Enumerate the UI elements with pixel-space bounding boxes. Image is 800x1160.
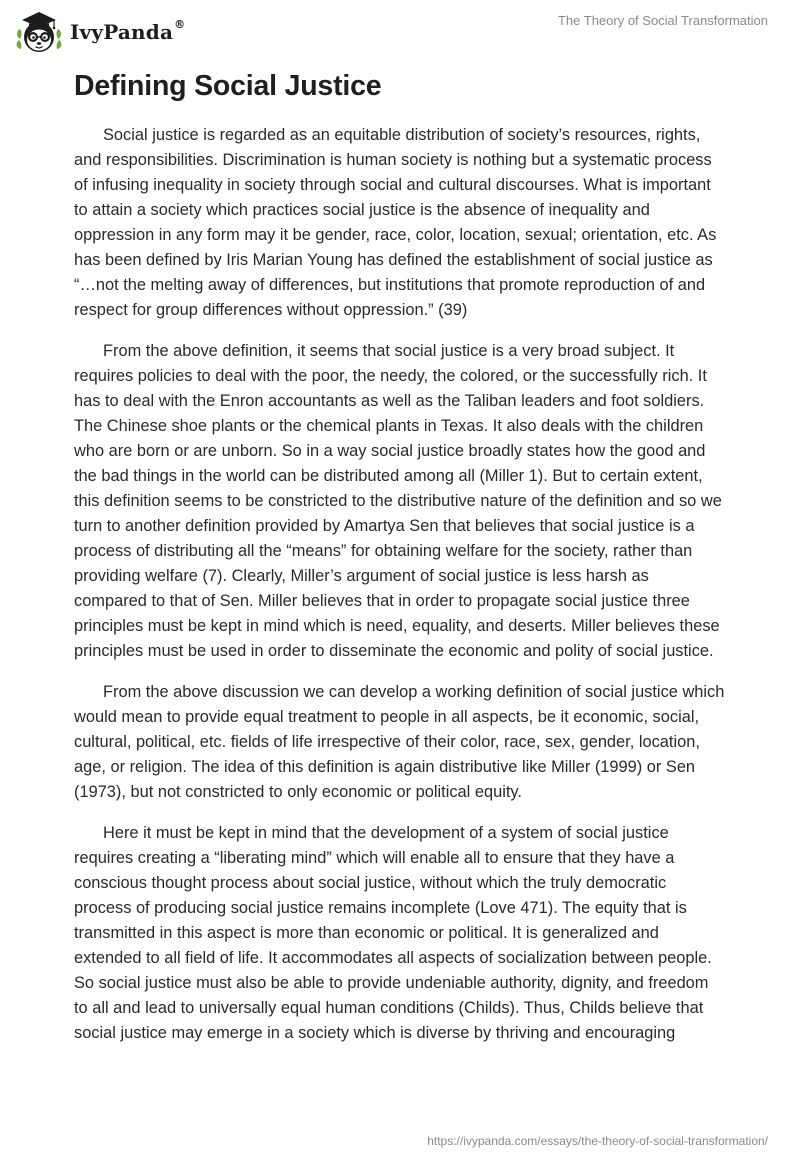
article-body — [74, 70, 726, 1062]
panda-graduation-cap-icon — [14, 7, 64, 57]
paragraph-3: From the above discussion we can develop a working definition of social justice which would mean to provide equal treatment to people in all aspects, be it economic, social, cultural, political, etc. fields of life irrespective of their color, race, sex, gender, location, age, or religion. The idea of this definition is again distributive like Miller (1999) or Sen (1973), but not constricted to only economic or political equity. — [74, 683, 725, 801]
ivypanda-logo[interactable] — [14, 7, 185, 57]
paragraph-1: Social justice is regarded as an equitable distribution of society’s resources, rights, and responsibilities. Discrimination is human society is nothing but a systematic process of infusing inequality in society through social and cultural discourses. What is important to attain a society which practices social justice is the absence of inequality and oppression in any form may it be gender, race, color, location, sexual; orientation, etc. As has been defined by Iris Marian Young has defined the establishment of social justice as “…not the melting away of differences, but institutions that promote reproduction of and respect for group differences without oppression.” (39) — [74, 126, 717, 319]
running-title: The Theory of Social Transformation — [557, 13, 768, 28]
brand-name: IvyPanda® — [70, 18, 186, 44]
page-header — [0, 0, 800, 60]
source-url[interactable]: https://ivypanda.com/essays/the-theory-of-social-transformation/ — [427, 1134, 768, 1148]
paragraph-2: From the above definition, it seems that social justice is a very broad subject. It requires policies to deal with the poor, the needy, the colored, or the successfully rich. It has to deal with the Enron accountants as well as the Taliban leaders and foot soldiers. The Chinese shoe plants or the chemical plants in Texas. It also deals with the children who are born or are unborn. So in a way social justice broadly states how the good and the bad things in the world can be distributed among all (Miller 1). But to certain extent, this definition seems to be constricted to the distributive nature of the definition and so we turn to another definition provided by Amartya Sen that believes that social justice is a process of distributing all the “means” for obtaining welfare for the society, rather than providing welfare (7). Clearly, Miller’s argument of social justice is less harsh as compared to that of Sen. Miller believes that in order to propagate social justice three principles must be kept in mind which is need, equality, and deserts. Miller believes these principles must be used in order to disseminate the economic and polity of social justice. — [74, 342, 722, 660]
article-title: Defining Social Justice — [74, 70, 382, 102]
paragraph-4: Here it must be kept in mind that the development of a system of social justice requires creating a “liberating mind” which will enable all to ensure that they have a conscious thought process about social justice, without which the truly democratic process of producing social justice remains incomplete (Love 471). The equity that is transmitted in this aspect is more than economic or political. It is generalized and extended to all field of life. It accommodates all aspects of socialization between people. So social justice must also be able to provide undeniable authority, dignity, and freedom to all and lead to universally equal human conditions (Childs). Thus, Childs believe that social justice may emerge in a society which is diverse by thriving and encouraging — [74, 824, 712, 1042]
